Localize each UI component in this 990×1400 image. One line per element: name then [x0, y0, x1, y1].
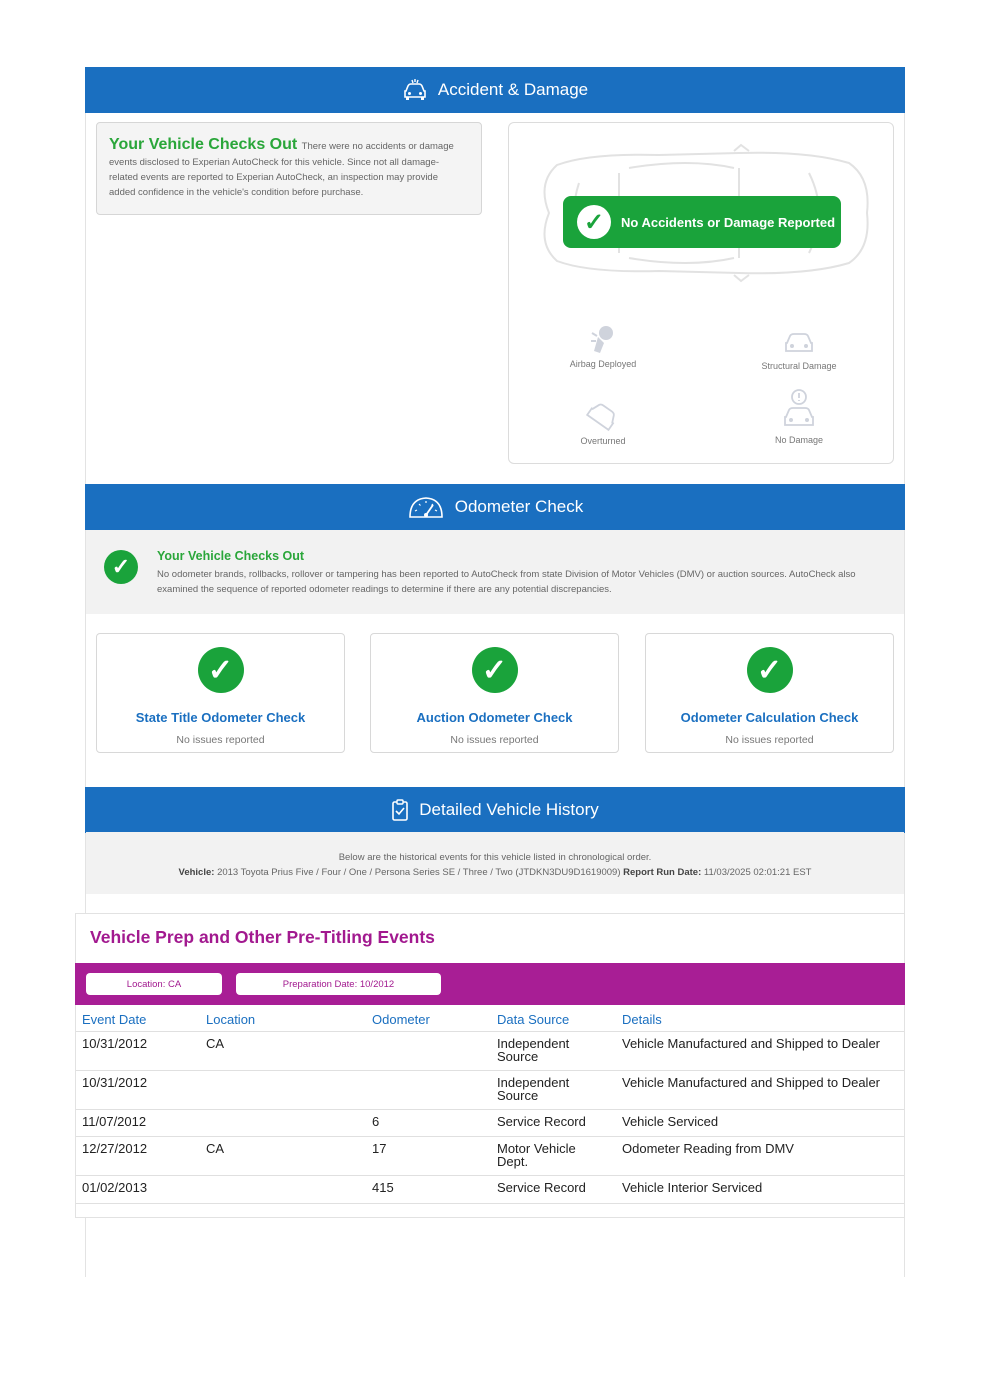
location-pill: Location: CA [86, 973, 222, 995]
no-damage-label: No Damage [774, 435, 824, 445]
no-damage-item [729, 389, 869, 445]
airbag-deployed-item [533, 323, 673, 369]
data-source-line: Source [497, 1088, 539, 1103]
odometer-cell: 17 [366, 1137, 491, 1176]
odometer-header [85, 484, 905, 530]
location-cell: CA [200, 1032, 366, 1071]
history-intro-banner [86, 832, 904, 894]
location-cell [200, 1071, 366, 1110]
accident-header [85, 67, 905, 113]
check-icon: ✓ [472, 647, 518, 693]
location-cell: CA [200, 1137, 366, 1176]
location-cell [200, 1176, 366, 1204]
data-source-cell [491, 1176, 616, 1204]
data-source-line: Service Record [497, 1114, 586, 1129]
overturned-label: Overturned [580, 436, 626, 446]
table-row [76, 1176, 904, 1204]
prep-events-title: Vehicle Prep and Other Pre-Titling Events [90, 927, 435, 947]
overturned-icon [585, 398, 621, 432]
details-cell: Odometer Reading from DMV [616, 1137, 904, 1176]
odometer-summary-title: Your Vehicle Checks Out [157, 549, 305, 563]
details-cell: Vehicle Interior Serviced [616, 1176, 904, 1204]
column-header-details: Details [616, 1007, 904, 1032]
history-header-title: Detailed Vehicle History [419, 800, 599, 819]
check-icon: ✓ [747, 647, 793, 693]
odometer-cell [366, 1071, 491, 1110]
data-source-line: Dept. [497, 1154, 529, 1169]
auction-odometer-card [370, 633, 619, 753]
table-header-row [76, 1007, 904, 1032]
odometer-summary-text [157, 567, 897, 597]
event-date-cell: 10/31/2012 [76, 1071, 200, 1110]
data-source-line: Independent [497, 1036, 570, 1051]
checks-out-text-1: There were no accidents or damage [301, 141, 454, 152]
vehicle-label: Vehicle: [178, 867, 215, 878]
odometer-calculation-card [645, 633, 894, 753]
check-icon: ✓ [577, 205, 611, 239]
overturned-item [533, 398, 673, 446]
odometer-cell: 415 [366, 1176, 491, 1204]
report-run-value: 11/03/2025 02:01:21 EST [703, 867, 812, 878]
airbag-label: Airbag Deployed [569, 359, 637, 369]
history-intro: Below are the historical events for this vehicle listed in chronological order. [338, 852, 652, 863]
event-date-cell: 12/27/2012 [76, 1137, 200, 1176]
vehicle-checks-out-card [96, 122, 482, 215]
accident-header-title: Accident & Damage [437, 80, 589, 99]
odometer-cell: 6 [366, 1110, 491, 1137]
table-row [76, 1110, 904, 1137]
check-icon: ✓ [198, 647, 244, 693]
vehicle-line [86, 865, 904, 880]
column-header-data-source: Data Source [491, 1007, 616, 1032]
report-run-label: Report Run Date: [623, 867, 702, 878]
data-source-cell [491, 1110, 616, 1137]
odometer-cell [366, 1032, 491, 1071]
data-source-cell [491, 1071, 616, 1110]
data-source-line: Service Record [497, 1180, 586, 1195]
data-source-line: Motor Vehicle [497, 1141, 576, 1156]
data-source-cell [491, 1032, 616, 1071]
structural-damage-icon [781, 325, 817, 357]
event-date-cell: 01/02/2013 [76, 1176, 200, 1204]
speedometer-icon [407, 495, 445, 519]
state-title-odometer-card [96, 633, 345, 753]
card-status: No issues reported [725, 734, 814, 746]
event-date-cell: 10/31/2012 [76, 1032, 200, 1071]
airbag-icon [588, 323, 618, 355]
odometer-text-1: No odometer brands, rollbacks, rollover or tampering has been reported to AutoCheck from state Division of Motor Vehicles (DMV) or auction sources. AutoCheck also [157, 569, 856, 580]
event-date-cell: 11/07/2012 [76, 1110, 200, 1137]
column-header-event-date: Event Date [76, 1007, 200, 1032]
preparation-date-pill: Preparation Date: 10/2012 [236, 973, 441, 995]
prep-events-table [76, 1007, 904, 1204]
table-row [76, 1071, 904, 1110]
car-damage-icon [402, 79, 428, 101]
data-source-cell [491, 1137, 616, 1176]
vehicle-value: 2013 Toyota Prius Five / Four / One / Persona Series SE / Three / Two (JTDKN3DU9D1619009) [217, 867, 621, 878]
details-cell: Vehicle Manufactured and Shipped to Dealer [616, 1071, 904, 1110]
card-status: No issues reported [450, 734, 539, 746]
no-accidents-badge [563, 196, 841, 248]
location-cell [200, 1110, 366, 1137]
data-source-line: Independent [497, 1075, 570, 1090]
card-title: Auction Odometer Check [416, 710, 573, 725]
no-accidents-label: No Accidents or Damage Reported [621, 214, 836, 230]
data-source-line: Source [497, 1049, 539, 1064]
no-damage-icon [780, 389, 818, 431]
damage-diagram-panel [508, 122, 894, 464]
card-title: Odometer Calculation Check [680, 710, 859, 725]
table-row [76, 1137, 904, 1176]
card-status: No issues reported [176, 734, 265, 746]
card-title: State Title Odometer Check [135, 710, 306, 725]
column-header-location: Location [200, 1007, 366, 1032]
checks-out-text-3: related events are reported to Experian AutoCheck, an inspection may provide [109, 172, 438, 183]
history-header [85, 787, 905, 833]
checks-out-text-4: added confidence in the vehicle's condition before purchase. [109, 187, 364, 198]
structural-damage-item [729, 325, 869, 371]
checks-out-text-2: events disclosed to Experian AutoCheck for this vehicle. Since not all damage- [109, 157, 440, 168]
structural-damage-label: Structural Damage [761, 361, 837, 371]
check-icon: ✓ [104, 550, 138, 584]
table-row [76, 1032, 904, 1071]
details-cell: Vehicle Manufactured and Shipped to Dealer [616, 1032, 904, 1071]
odometer-text-2: examined the sequence of reported odometer readings to determine if there are any potential discrepancies. [157, 584, 612, 595]
details-cell: Vehicle Serviced [616, 1110, 904, 1137]
column-header-odometer: Odometer [366, 1007, 491, 1032]
clipboard-icon [391, 799, 409, 821]
checks-out-title: Your Vehicle Checks Out [109, 136, 298, 153]
odometer-header-title: Odometer Check [454, 497, 584, 516]
